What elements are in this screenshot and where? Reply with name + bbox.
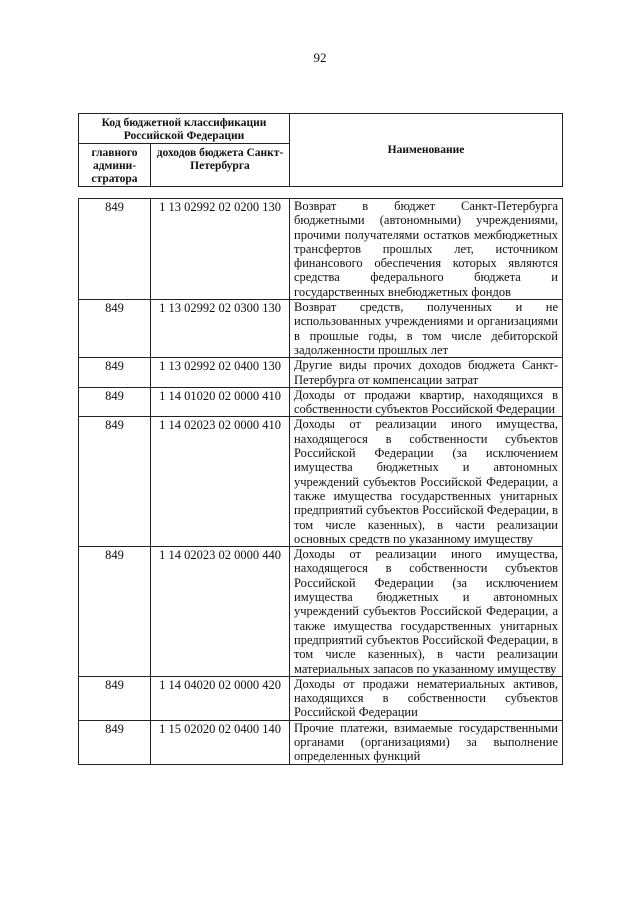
- table-header: [78, 113, 563, 187]
- admin-code-cell: 849: [79, 300, 151, 358]
- revenue-code-cell: 1 14 02023 02 0000 410: [151, 417, 290, 547]
- revenue-code-cell: 1 15 02020 02 0400 140: [151, 720, 290, 764]
- admin-code-cell: 849: [79, 387, 151, 417]
- header-admin: главного админи-стратора: [79, 144, 151, 187]
- name-cell: Возврат средств, полученных и не использованных учреждениями и организациями в прошлые годы, в том числе дебиторской задолженности прошлых лет: [290, 300, 563, 358]
- name-cell: Доходы от продажи квартир, находящихся в собственности субъектов Российской Федерации: [290, 387, 563, 417]
- name-cell: Прочие платежи, взимаемые государственными органами (организациями) за выполнение определенных функций: [290, 720, 563, 764]
- header-code-group: Код бюджетной классификации Российской Федерации: [79, 114, 290, 144]
- table-row: [79, 417, 563, 547]
- admin-code-cell: 849: [79, 417, 151, 547]
- header-name: Наименование: [290, 114, 563, 187]
- table-row: [79, 387, 563, 417]
- revenue-code-cell: 1 13 02992 02 0300 130: [151, 300, 290, 358]
- revenue-code-cell: 1 14 01020 02 0000 410: [151, 387, 290, 417]
- revenue-code-cell: 1 13 02992 02 0200 130: [151, 199, 290, 300]
- table-row: [79, 199, 563, 300]
- table-row: [79, 676, 563, 720]
- admin-code-cell: 849: [79, 199, 151, 300]
- revenue-code-cell: 1 13 02992 02 0400 130: [151, 358, 290, 388]
- name-cell: Другие виды прочих доходов бюджета Санкт-Петербурга от компенсации затрат: [290, 358, 563, 388]
- page-number: 92: [313, 50, 327, 65]
- revenue-table: [78, 198, 563, 765]
- table-row: [79, 300, 563, 358]
- admin-code-cell: 849: [79, 676, 151, 720]
- admin-code-cell: 849: [79, 358, 151, 388]
- revenue-code-cell: 1 14 04020 02 0000 420: [151, 676, 290, 720]
- table-row: [79, 720, 563, 764]
- admin-code-cell: 849: [79, 547, 151, 677]
- name-cell: Доходы от реализации иного имущества, находящегося в собственности субъектов Российской Федерации (за исключением имущества бюджетных и автономных учреждений субъектов Российской Федерации, а также имущества государственных унитарных предприятий субъектов Российской Федерации, в том числе казенных), в части реализации материальных запасов по указанному имуществу: [290, 547, 563, 677]
- table-row: [79, 547, 563, 677]
- name-cell: Доходы от продажи нематериальных активов, находящихся в собственности субъектов Российской Федерации: [290, 676, 563, 720]
- revenue-code-cell: 1 14 02023 02 0000 440: [151, 547, 290, 677]
- name-cell: Доходы от реализации иного имущества, находящегося в собственности субъектов Российской Федерации (за исключением имущества бюджетных и автономных учреждений субъектов Российской Федерации, а также имущества государственных унитарных предприятий субъектов Российской Федерации, в том числе казенных), в части реализации основных средств по указанному имуществу: [290, 417, 563, 547]
- name-cell: Возврат в бюджет Санкт-Петербурга бюджетными (автономными) учреждениями, прочими получателями остатков межбюджетных трансфертов прошлых лет, источником финансового обеспечения которых являются средства федерального бюджета и государственных внебюджетных фондов: [290, 199, 563, 300]
- table-row: [79, 358, 563, 388]
- admin-code-cell: 849: [79, 720, 151, 764]
- header-revenue: доходов бюджета Санкт-Петербурга: [151, 144, 290, 187]
